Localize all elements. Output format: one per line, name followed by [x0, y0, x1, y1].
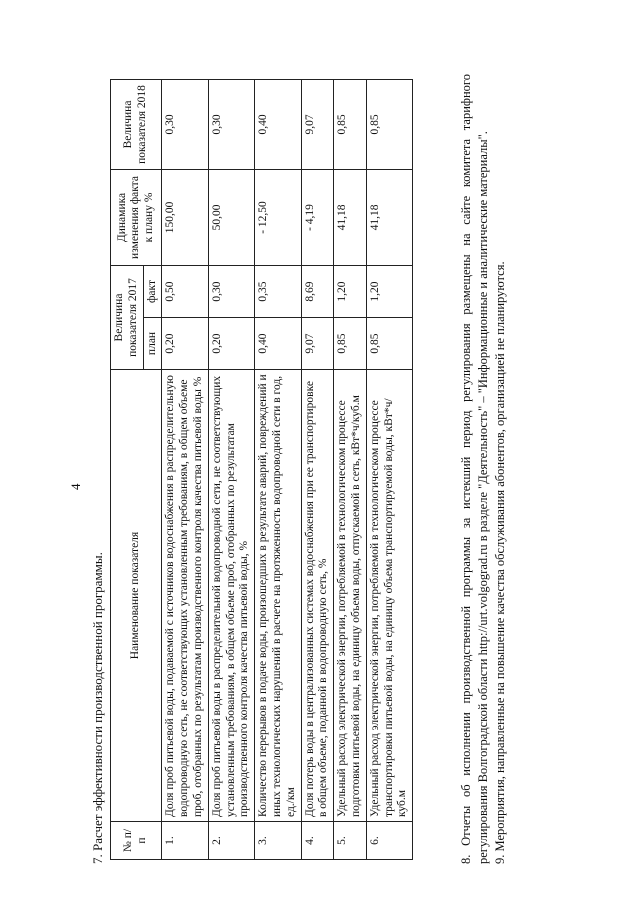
row-fact: 0,50 — [162, 265, 208, 317]
row-dynamics: - 4,19 — [301, 169, 334, 265]
row-name: Удельный расход электрической энергии, потребляемой в технологическом процессе транспортировки питьевой воды, на единицу объема транспортируемой воды, кВт*ч/куб.м — [366, 370, 412, 822]
row-plan: 0,85 — [366, 318, 412, 370]
row-fact: 1,20 — [366, 265, 412, 317]
table-row — [334, 79, 367, 859]
table-row — [208, 79, 254, 859]
rotated-sheet — [60, 60, 620, 870]
row-dynamics: 50,00 — [208, 169, 254, 265]
row-num: 1. — [162, 822, 208, 860]
header-dynamics: Динамика изменения факта к плану % — [111, 169, 162, 265]
row-num: 3. — [255, 822, 301, 860]
row-num: 4. — [301, 822, 334, 860]
row-num: 5. — [334, 822, 367, 860]
efficiency-table — [110, 79, 413, 860]
row-value-2018: 0,40 — [255, 79, 301, 169]
header-num: № п/п — [111, 822, 162, 860]
row-dynamics: 41,18 — [334, 169, 367, 265]
row-name: Удельный расход электрической энергии, потребляемой в технологическом процессе подготовки питьевой воды, на единицу объема воды, отпускаемой в сеть, кВт*ч/куб.м — [334, 370, 367, 822]
table-row — [366, 79, 412, 859]
row-fact: 1,20 — [334, 265, 367, 317]
row-dynamics: - 12,50 — [255, 169, 301, 265]
header-name: Наименование показателя — [111, 370, 162, 822]
row-num: 2. — [208, 822, 254, 860]
table-row — [301, 79, 334, 859]
row-plan: 0,20 — [162, 318, 208, 370]
row-value-2018: 0,85 — [366, 79, 412, 169]
header-value-2018: Величина показателя 2018 — [111, 79, 162, 169]
row-value-2018: 9,07 — [301, 79, 334, 169]
row-value-2018: 0,85 — [334, 79, 367, 169]
row-plan: 0,85 — [334, 318, 367, 370]
row-fact: 8,69 — [301, 265, 334, 317]
row-value-2018: 0,30 — [208, 79, 254, 169]
row-dynamics: 150,00 — [162, 169, 208, 265]
row-num: 6. — [366, 822, 412, 860]
row-name: Доля проб питьевой воды, подаваемой с источников водоснабжения в распределительную водопроводную сеть, не соответствующих установленным требованиям, в общем объеме проб, отобранных по результатам производственного контроля качества питьевой воды % — [162, 370, 208, 822]
header-fact: факт — [143, 265, 162, 317]
section-title: 7. Расчет эффективности производственной программы. — [90, 552, 105, 864]
row-plan: 0,40 — [255, 318, 301, 370]
row-name: Доля потерь воды в централизованных системах водоснабжения при ее транспортировке в общем объеме, поданной в водопроводную сеть, % — [301, 370, 334, 822]
row-plan: 0,20 — [208, 318, 254, 370]
row-value-2018: 0,30 — [162, 79, 208, 169]
row-name: Количество перерывов в подаче воды, произошедших в результате аварий, повреждений и иных технологических нарушений в расчете на протяженность водопроводной сети в год, ед./км — [255, 370, 301, 822]
note-8: 8. Отчеты об исполнении производственной программы за истекший период регулирования размещены на сайте комитета тарифного регулирования Волгоградской области http://urt.volgograd.ru в разделе "Деятельность" – "Информационные и аналитические материалы". — [459, 74, 490, 864]
row-fact: 0,30 — [208, 265, 254, 317]
row-dynamics: 41,18 — [366, 169, 412, 265]
table-row — [255, 79, 301, 859]
page-number: 4 — [68, 483, 83, 490]
row-fact: 0,35 — [255, 265, 301, 317]
notes — [458, 74, 509, 864]
row-plan: 9,07 — [301, 318, 334, 370]
row-name: Доля проб питьевой воды в распределительной водопроводной сети, не соответствующих установленным требованиям, в общем объеме проб, отобранных по результатам производственного контроля качества питьевой воды, % — [208, 370, 254, 822]
header-value-2017: Величина показателя 2017 — [111, 265, 144, 369]
table-row — [162, 79, 208, 859]
header-plan: план — [143, 318, 162, 370]
note-9: 9. Мероприятия, направленные на повышение качества обслуживания абонентов, организацией не планируются. — [492, 261, 507, 864]
